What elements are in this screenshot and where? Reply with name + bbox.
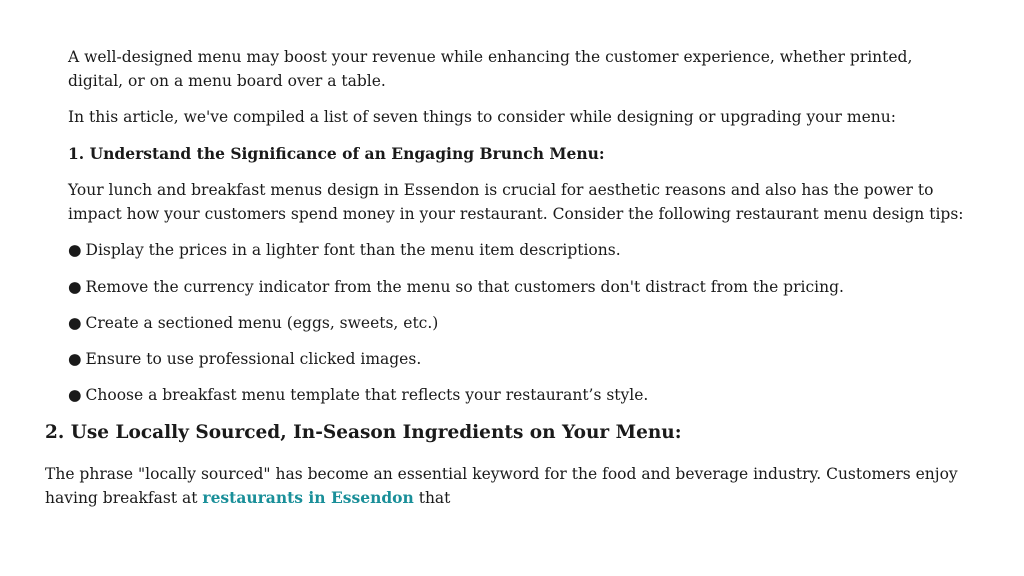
bullet-text: Display the prices in a lighter font than the menu item descriptions. [85, 241, 621, 259]
section-2-heading: 2. Use Locally Sourced, In-Season Ingredients on Your Menu: [45, 422, 682, 443]
bullet-icon: ● [68, 350, 82, 368]
bullet-icon: ● [68, 314, 82, 332]
bullet-item [68, 347, 968, 371]
section-2-body-tail: that [413, 489, 451, 507]
bullet-icon: ● [68, 278, 82, 296]
section-2-body [45, 462, 980, 510]
bullet-item [68, 383, 968, 407]
bullet-icon: ● [68, 386, 82, 404]
intro-paragraph-2: In this article, we've compiled a list of seven things to consider while designing or upgrading your menu: [68, 108, 896, 126]
bullet-item [68, 275, 968, 299]
bullet-text: Ensure to use professional clicked images. [85, 350, 422, 368]
section-1-heading: 1. Understand the Significance of an Engaging Brunch Menu: [68, 144, 605, 163]
bullet-item [68, 238, 968, 262]
bullet-text: Remove the currency indicator from the menu so that customers don't distract from the pricing. [85, 278, 844, 296]
bullet-text: Create a sectioned menu (eggs, sweets, etc.) [85, 314, 439, 332]
bullet-item [68, 311, 968, 335]
section-1-body: Your lunch and breakfast menus design in Essendon is crucial for aesthetic reasons and also has the power to impact how your customers spend money in your restaurant. Consider the following restaurant menu design tips: [68, 181, 964, 223]
section-2-body-text: The phrase "locally sourced" has become an essential keyword for the food and beverage industry. Customers enjoy having breakfast at [45, 465, 958, 507]
bullet-icon: ● [68, 241, 82, 259]
intro-paragraph-1: A well-designed menu may boost your revenue while enhancing the customer experience, whether printed, digital, or on a menu board over a table. [68, 48, 913, 90]
restaurants-in-essendon-link[interactable]: restaurants in Essendon [202, 488, 414, 507]
bullet-text: Choose a breakfast menu template that reflects your restaurant’s style. [85, 386, 649, 404]
